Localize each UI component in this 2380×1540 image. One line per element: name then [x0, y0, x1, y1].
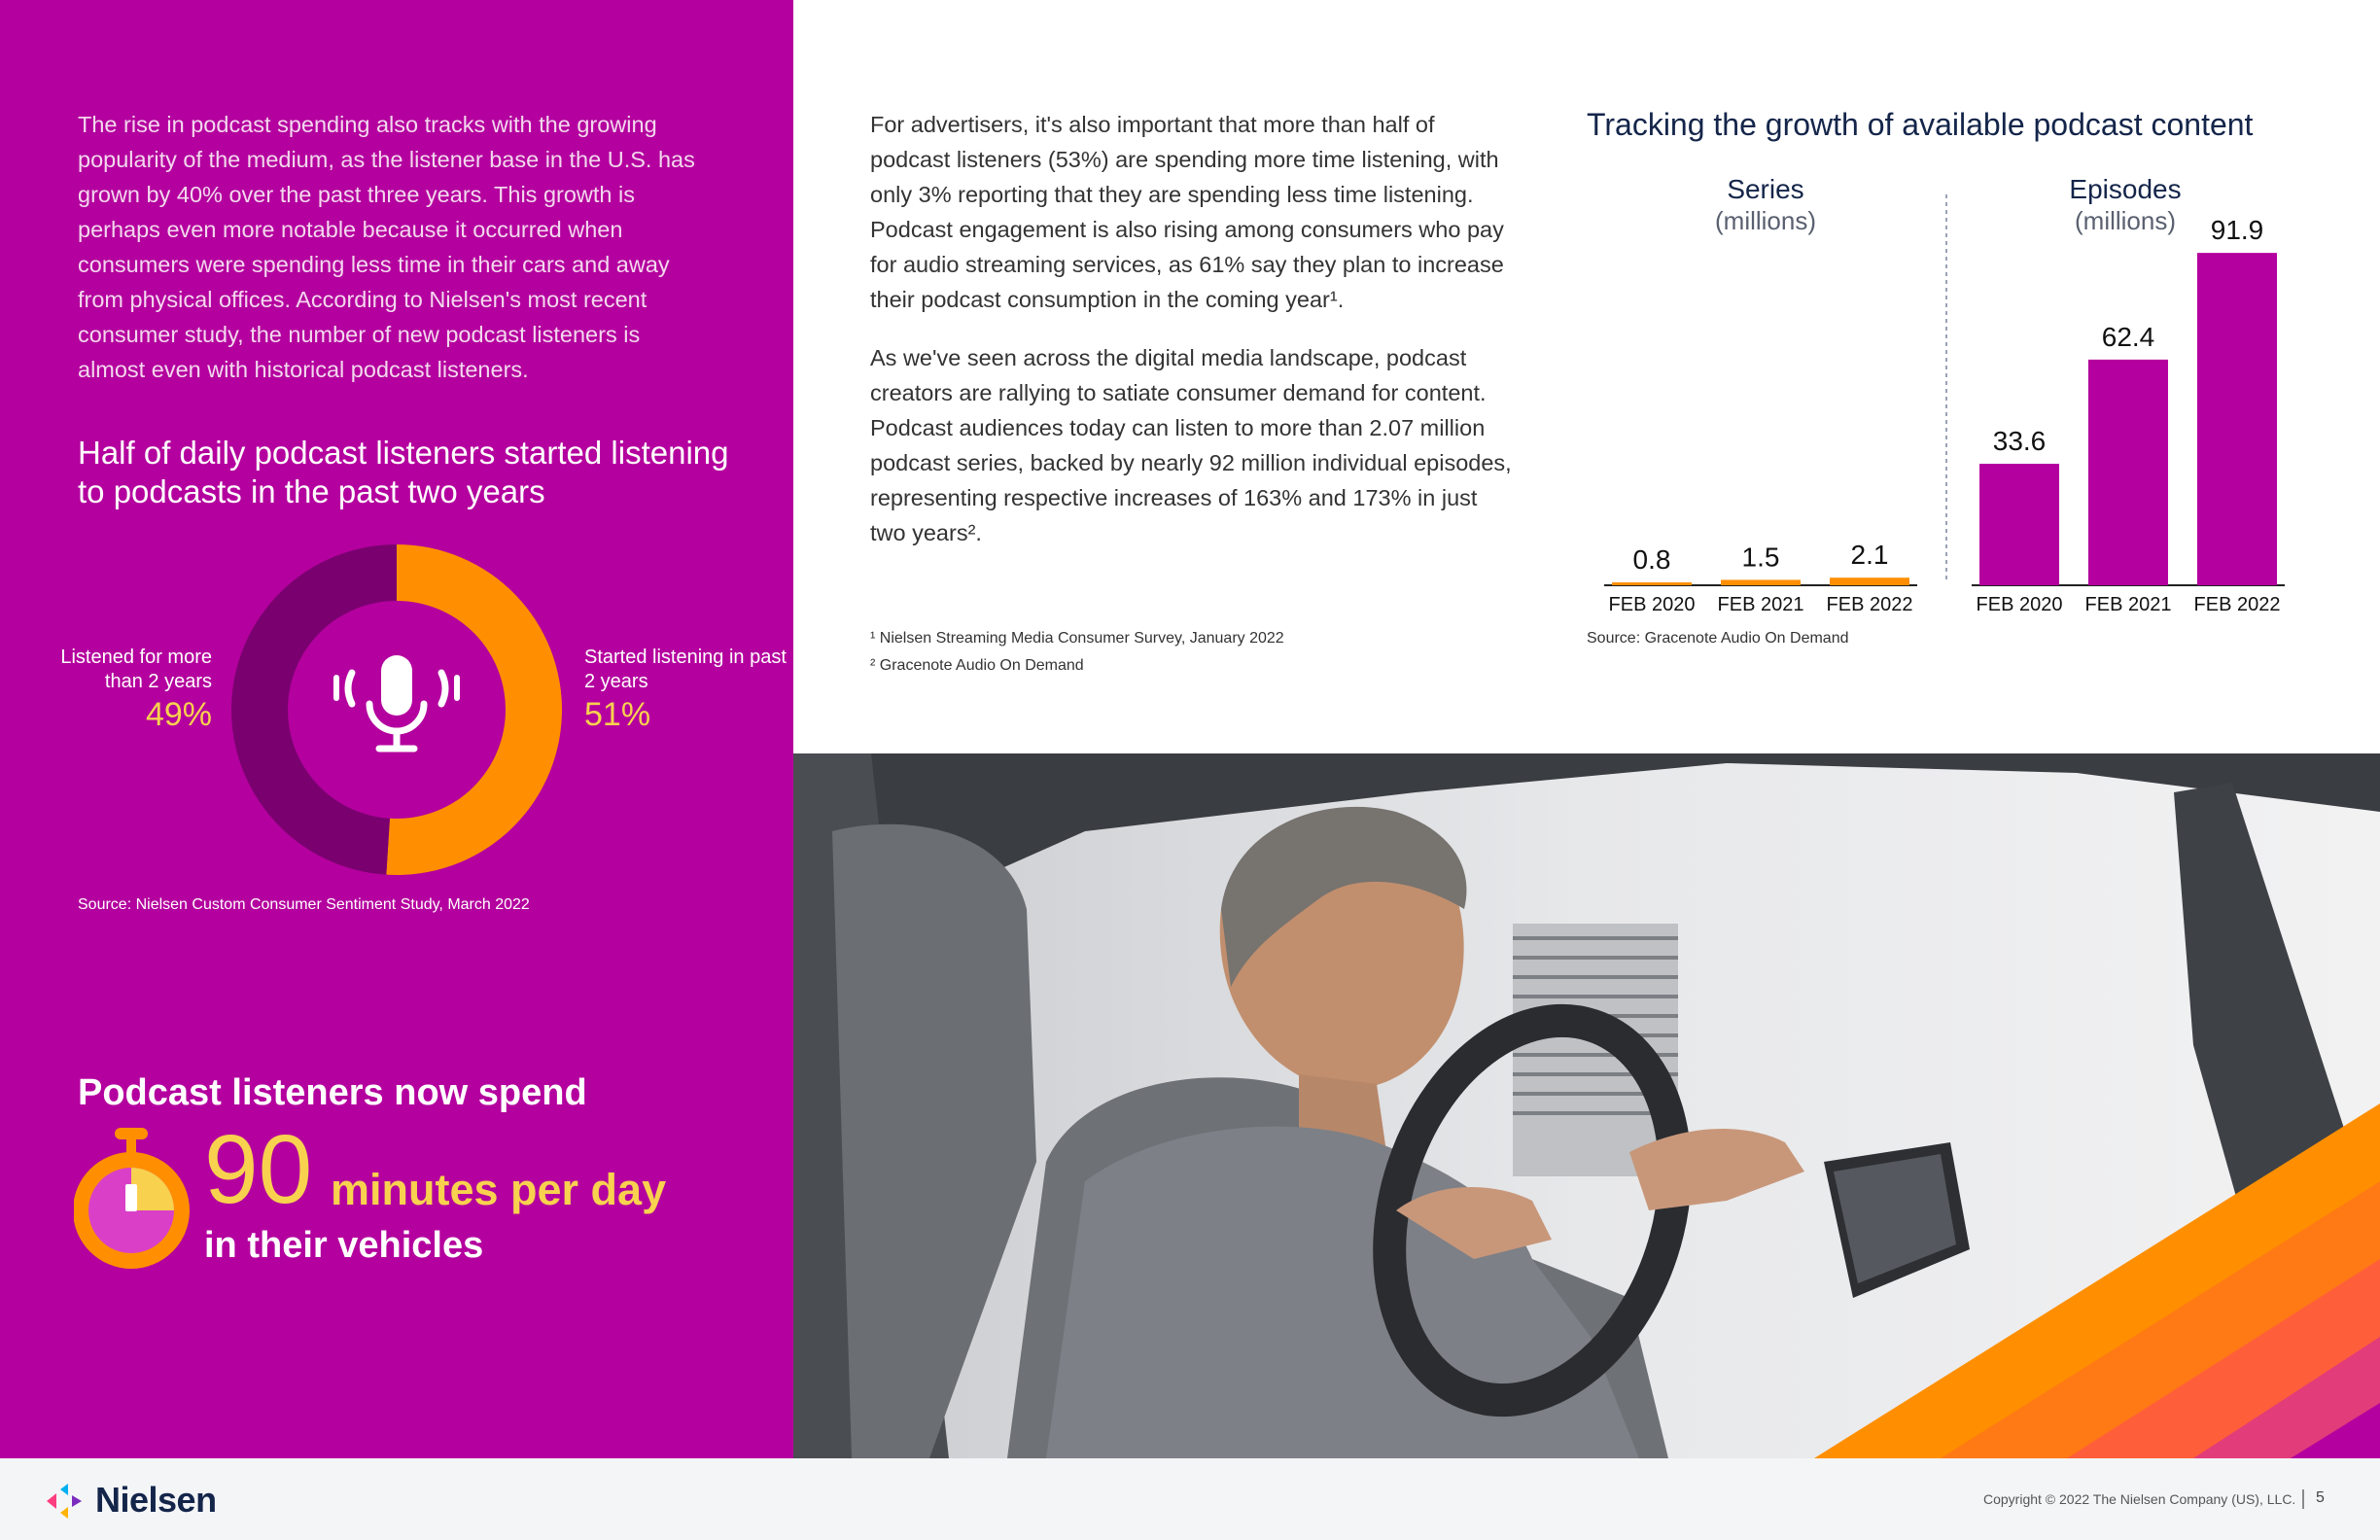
bar-chart-title: Tracking the growth of available podcast content: [1587, 107, 2254, 142]
bar-chart: [1575, 165, 2314, 622]
bar-series-2: [1830, 578, 1909, 585]
tick-label-series-1: FEB 2021: [1717, 594, 1804, 615]
body-text: [870, 107, 1512, 574]
panel-unit-series: (millions): [1715, 206, 1816, 235]
body-paragraph-1: For advertisers, it's also important that more than half of podcast listeners (53%) are spending more time listening, with only 3% reporting that they are spending less time listening. Podcast engagement is also rising among consumers who pay for audio streaming services, as 61% say they plan to increase their podcast consumption in the coming year¹.: [870, 112, 1504, 312]
panel-unit-episodes: (millions): [2075, 206, 2176, 235]
driver-photo: [793, 753, 2380, 1458]
left-panel: [0, 0, 793, 1458]
footnote-1: ¹ Nielsen Streaming Media Consumer Survey, January 2022: [870, 630, 1284, 647]
nielsen-logo-text: Nielsen: [95, 1480, 217, 1520]
bar-series-0: [1612, 582, 1692, 585]
tick-label-series-0: FEB 2020: [1608, 594, 1696, 615]
minutes-unit: minutes per day: [331, 1165, 667, 1214]
minutes-number: 90: [204, 1115, 313, 1224]
data-label-episodes-1: 62.4: [2101, 321, 2155, 352]
body-paragraph-2: As we've seen across the digital media landscape, podcast creators are rallying to satiate consumer demand for content. Podcast audiences today can listen to more than 2.07 million podcast series, backed by nearly 92 million individual episodes, representing respective increases of 163% and 173% in just two years².: [870, 345, 1512, 545]
nielsen-logo-icon: [43, 1480, 93, 1522]
donut-title: Half of daily podcast listeners started listening to podcasts in the past two years: [78, 435, 729, 509]
panel-title-episodes: Episodes: [2069, 174, 2182, 204]
bar-chart-source: Source: Gracenote Audio On Demand: [1587, 630, 1849, 647]
data-label-series-2: 2.1: [1850, 540, 1889, 571]
bar-series-1: [1721, 579, 1801, 585]
tick-label-episodes-1: FEB 2021: [2084, 594, 2172, 615]
tick-label-episodes-0: FEB 2020: [1976, 594, 2063, 615]
spend-title: Podcast listeners now spend: [78, 1072, 587, 1113]
donut-value-listened: 49%: [145, 696, 212, 733]
donut-source: Source: Nielsen Custom Consumer Sentiment Study, March 2022: [78, 896, 530, 913]
donut-label-listened: Listened for more than 2 years: [60, 647, 212, 692]
footer-divider: [2302, 1489, 2304, 1509]
data-label-episodes-2: 91.9: [2210, 215, 2264, 246]
donut-segment-started: [386, 544, 562, 875]
panel-title-series: Series: [1727, 174, 1804, 204]
donut-value-started: 51%: [584, 696, 651, 733]
bar-episodes-2: [2197, 253, 2277, 585]
stopwatch-icon: [74, 1124, 194, 1270]
intro-paragraph: The rise in podcast spending also tracks with the growing popularity of the medium, as the listener base in the U.S. has grown by 40% over the past three years. This growth is perhaps even more notable because it occurred when consumers were spending less time in their cars and away from physical offices. According to Nielsen's most recent consumer study, the number of new podcast listeners is almost even with historical podcast listeners.: [78, 112, 695, 382]
bar-episodes-1: [2088, 360, 2168, 585]
data-label-series-0: 0.8: [1632, 544, 1671, 576]
tick-label-episodes-2: FEB 2022: [2193, 594, 2281, 615]
microphone-icon: [336, 655, 457, 749]
footnote-2: ² Gracenote Audio On Demand: [870, 657, 1084, 674]
data-label-series-1: 1.5: [1741, 542, 1780, 573]
page-number: 5: [2316, 1489, 2325, 1506]
minutes-context: in their vehicles: [204, 1225, 484, 1266]
bar-episodes-0: [1979, 464, 2059, 585]
copyright-text: Copyright © 2022 The Nielsen Company (US), LLC.: [1983, 1491, 2296, 1507]
data-label-episodes-0: 33.6: [1992, 426, 2047, 457]
donut-label-started: Started listening in past 2 years: [584, 647, 787, 692]
tick-label-series-2: FEB 2022: [1826, 594, 1913, 615]
